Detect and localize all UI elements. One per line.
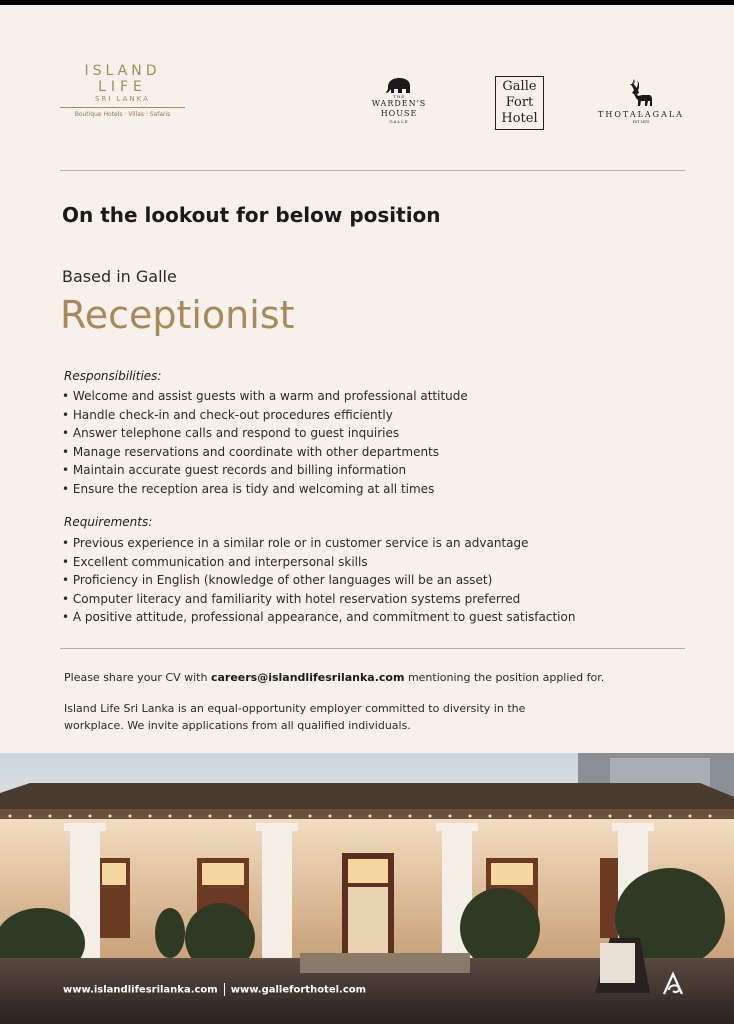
island-life-mark-icon [660,970,688,1002]
wardens-house-place: GALLE [389,119,409,124]
responsibilities-title: Responsibilities: [64,369,162,383]
island-life-logo-line2: LIFE [98,79,147,95]
list-item: • Computer literacy and familiarity with hotel reservation systems preferred [62,590,575,609]
divider-top [60,170,685,171]
job-poster [0,5,734,1024]
hotel-veranda-photo [0,753,734,1024]
galle-fort-logo-line2: Fort [505,95,534,110]
wardens-house-the: THE [392,94,406,99]
galle-fort-logo-line1: Galle [502,79,537,94]
list-item: • Answer telephone calls and respond to guest inquiries [62,424,468,443]
wardens-house-name-line2: HOUSE [380,109,418,118]
thotalagala-est: EST 1870 [632,120,650,124]
equal-opportunity-line2: workplace. We invite applications from all qualified individuals. [64,719,411,732]
apply-suffix: mentioning the position applied for. [404,671,605,684]
requirements-list [62,534,575,627]
apply-prefix: Please share your CV with [64,671,211,684]
equal-opportunity-statement [64,700,525,734]
wardens-house-logo [362,77,436,124]
list-item: • Proficiency in English (knowledge of other languages will be an asset) [62,571,575,590]
galle-fort-logo-line3: Hotel [501,111,538,126]
list-item: • Excellent communication and interpersonal skills [62,553,575,572]
page-heading: On the lookout for below position [62,203,441,227]
list-item: • Maintain accurate guest records and billing information [62,461,468,480]
job-location: Based in Galle [62,267,177,286]
thotalagala-name: THOTALAGALA [598,110,684,119]
apply-instructions [64,669,604,686]
list-item: • Manage reservations and coordinate with other departments [62,443,468,462]
galle-fort-website-link[interactable]: www.galleforthotel.com [230,984,367,996]
careers-email-link[interactable]: careers@islandlifesrilanka.com [210,671,405,684]
stag-icon [628,79,654,107]
list-item: • Previous experience in a similar role or in customer service is an advantage [62,534,575,553]
divider-bottom [60,648,685,649]
list-item: • Ensure the reception area is tidy and welcoming at all times [62,480,468,499]
equal-opportunity-line1: Island Life Sri Lanka is an equal-opportunity employer committed to diversity in the [64,702,526,715]
list-item: • Welcome and assist guests with a warm and professional attitude [62,387,468,406]
job-title: Receptionist [60,293,295,337]
wardens-house-name-line1: WARDEN'S [371,99,427,108]
island-life-logo-rule [60,107,185,108]
island-life-logo-country: SRI LANKA [95,95,150,103]
island-life-logo [60,63,185,118]
footer-separator [224,983,225,996]
island-life-logo-line1: ISLAND [84,63,161,79]
footer-links [63,983,366,996]
list-item: • A positive attitude, professional appearance, and commitment to guest satisfaction [62,608,575,627]
list-item: • Handle check-in and check-out procedures efficiently [62,406,468,425]
elephant-icon [384,77,414,94]
island-life-tagline: Boutique Hotels · Villas · Safaris [74,111,171,118]
galle-fort-hotel-logo [495,76,544,130]
requirements-title: Requirements: [64,515,153,529]
thotalagala-logo [594,79,688,124]
island-life-website-link[interactable]: www.islandlifesrilanka.com [63,984,218,996]
responsibilities-list [62,387,468,498]
